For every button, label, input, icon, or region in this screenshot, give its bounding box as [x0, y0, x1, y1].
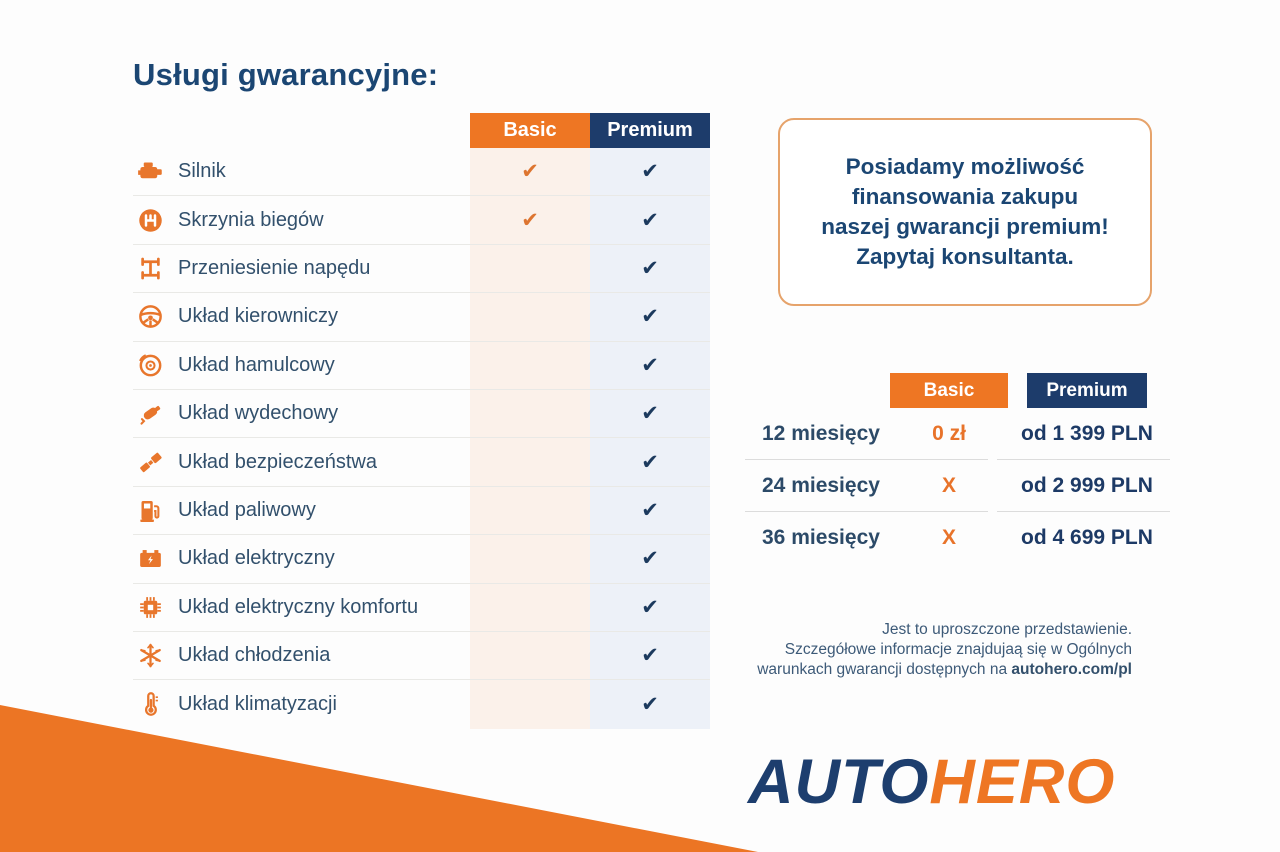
service-label: Silnik — [178, 160, 226, 183]
premium-check: ✔ — [641, 402, 659, 426]
service-label: Układ paliwowy — [178, 498, 316, 521]
financing-info-line: Zapytaj konsultanta. — [856, 243, 1074, 269]
service-label: Układ chłodzenia — [178, 644, 331, 667]
term-label: 24 miesięcy — [762, 474, 880, 497]
premium-check: ✔ — [641, 160, 659, 184]
term-label: 36 miesięcy — [762, 526, 880, 549]
autohero-url: autohero.com/pl — [1011, 660, 1132, 678]
brake-disc-icon — [133, 352, 167, 379]
premium-price: od 1 399 PLN — [1021, 422, 1153, 445]
term-label: 12 miesięcy — [762, 422, 880, 445]
premium-check: ✔ — [641, 305, 659, 329]
premium-check: ✔ — [641, 353, 659, 377]
disclaimer — [652, 620, 1132, 679]
service-label: Skrzynia biegów — [178, 208, 324, 231]
pricing-premium-header: Premium — [1027, 373, 1147, 408]
gearbox-icon — [133, 207, 167, 234]
service-label: Układ hamulcowy — [178, 353, 335, 376]
premium-check: ✔ — [641, 498, 659, 522]
disclaimer-line: Jest to uproszczone przedstawienie. — [882, 621, 1132, 638]
pricing-rows — [745, 408, 1175, 564]
services-table-header — [470, 113, 710, 148]
basic-price: 0 zł — [932, 422, 966, 445]
financing-info-line: Posiadamy możliwość — [845, 154, 1085, 180]
premium-check: ✔ — [641, 644, 659, 668]
premium-check: ✔ — [641, 208, 659, 232]
services-table — [133, 113, 710, 729]
service-row-uklad-chlodzenia — [133, 632, 710, 680]
engine-icon — [133, 158, 167, 185]
thermometer-icon — [133, 691, 167, 718]
basic-check: ✔ — [521, 208, 539, 232]
basic-price: X — [941, 526, 956, 549]
service-label: Układ elektryczny komfortu — [178, 595, 419, 618]
service-label: Układ klimatyzacji — [178, 692, 337, 715]
pricing-row-36-months — [745, 512, 1175, 564]
financing-info-line: finansowania zakupu — [851, 184, 1079, 210]
financing-info-box — [778, 118, 1152, 306]
pricing-row-24-months — [745, 460, 1175, 512]
service-row-uklad-elektryczny — [133, 535, 710, 583]
pricing-basic-header: Basic — [890, 373, 1008, 408]
financing-info-line: naszej gwarancji premium! — [821, 214, 1109, 239]
page-title: Usługi gwarancyjne: — [133, 57, 439, 92]
disclaimer-line-prefix: warunkach gwarancji dostępnych na — [757, 660, 1012, 678]
basic-column-header: Basic — [470, 113, 590, 148]
disclaimer-line — [652, 660, 1132, 680]
service-row-przeniesienie-napedu — [133, 245, 710, 293]
steering-wheel-icon — [133, 303, 167, 330]
service-row-uklad-hamulcowy — [133, 342, 710, 390]
premium-check: ✔ — [641, 692, 659, 716]
logo-hero-text: HERO — [929, 747, 1116, 817]
chip-icon — [133, 594, 167, 621]
snowflake-icon — [133, 642, 167, 669]
drivetrain-icon — [133, 255, 167, 282]
service-label: Układ wydechowy — [178, 402, 339, 425]
service-label: Układ elektryczny — [178, 547, 335, 570]
logo-auto-text: AUTO — [748, 747, 930, 817]
premium-check: ✔ — [641, 547, 659, 571]
battery-icon — [133, 545, 167, 572]
premium-check: ✔ — [641, 595, 659, 619]
autohero-logo — [748, 746, 1115, 818]
service-row-uklad-paliwowy — [133, 487, 710, 535]
premium-column-header: Premium — [590, 113, 710, 148]
services-rows — [133, 148, 710, 729]
exhaust-icon — [133, 400, 167, 427]
service-label: Układ bezpieczeństwa — [178, 450, 377, 473]
service-row-uklad-elektryczny-komfortu — [133, 584, 710, 632]
service-label: Układ kierowniczy — [178, 305, 339, 328]
service-row-skrzynia-biegow — [133, 196, 710, 244]
premium-price: od 4 699 PLN — [1021, 526, 1153, 549]
service-row-uklad-klimatyzacji — [133, 680, 710, 728]
basic-price: X — [941, 474, 956, 497]
service-row-uklad-wydechowy — [133, 390, 710, 438]
service-label: Przeniesienie napędu — [178, 256, 371, 279]
disclaimer-line: Szczegółowe informacje znajdujaą się w Ogólnych — [784, 640, 1132, 658]
premium-price: od 2 999 PLN — [1021, 474, 1153, 497]
service-row-silnik — [133, 148, 710, 196]
premium-check: ✔ — [641, 450, 659, 474]
basic-check: ✔ — [521, 160, 539, 184]
service-row-uklad-kierowniczy — [133, 293, 710, 341]
fuel-pump-icon — [133, 497, 167, 524]
seatbelt-icon — [133, 449, 167, 476]
service-row-uklad-bezpieczenstwa — [133, 438, 710, 486]
pricing-row-12-months — [745, 408, 1175, 460]
premium-check: ✔ — [641, 256, 659, 280]
